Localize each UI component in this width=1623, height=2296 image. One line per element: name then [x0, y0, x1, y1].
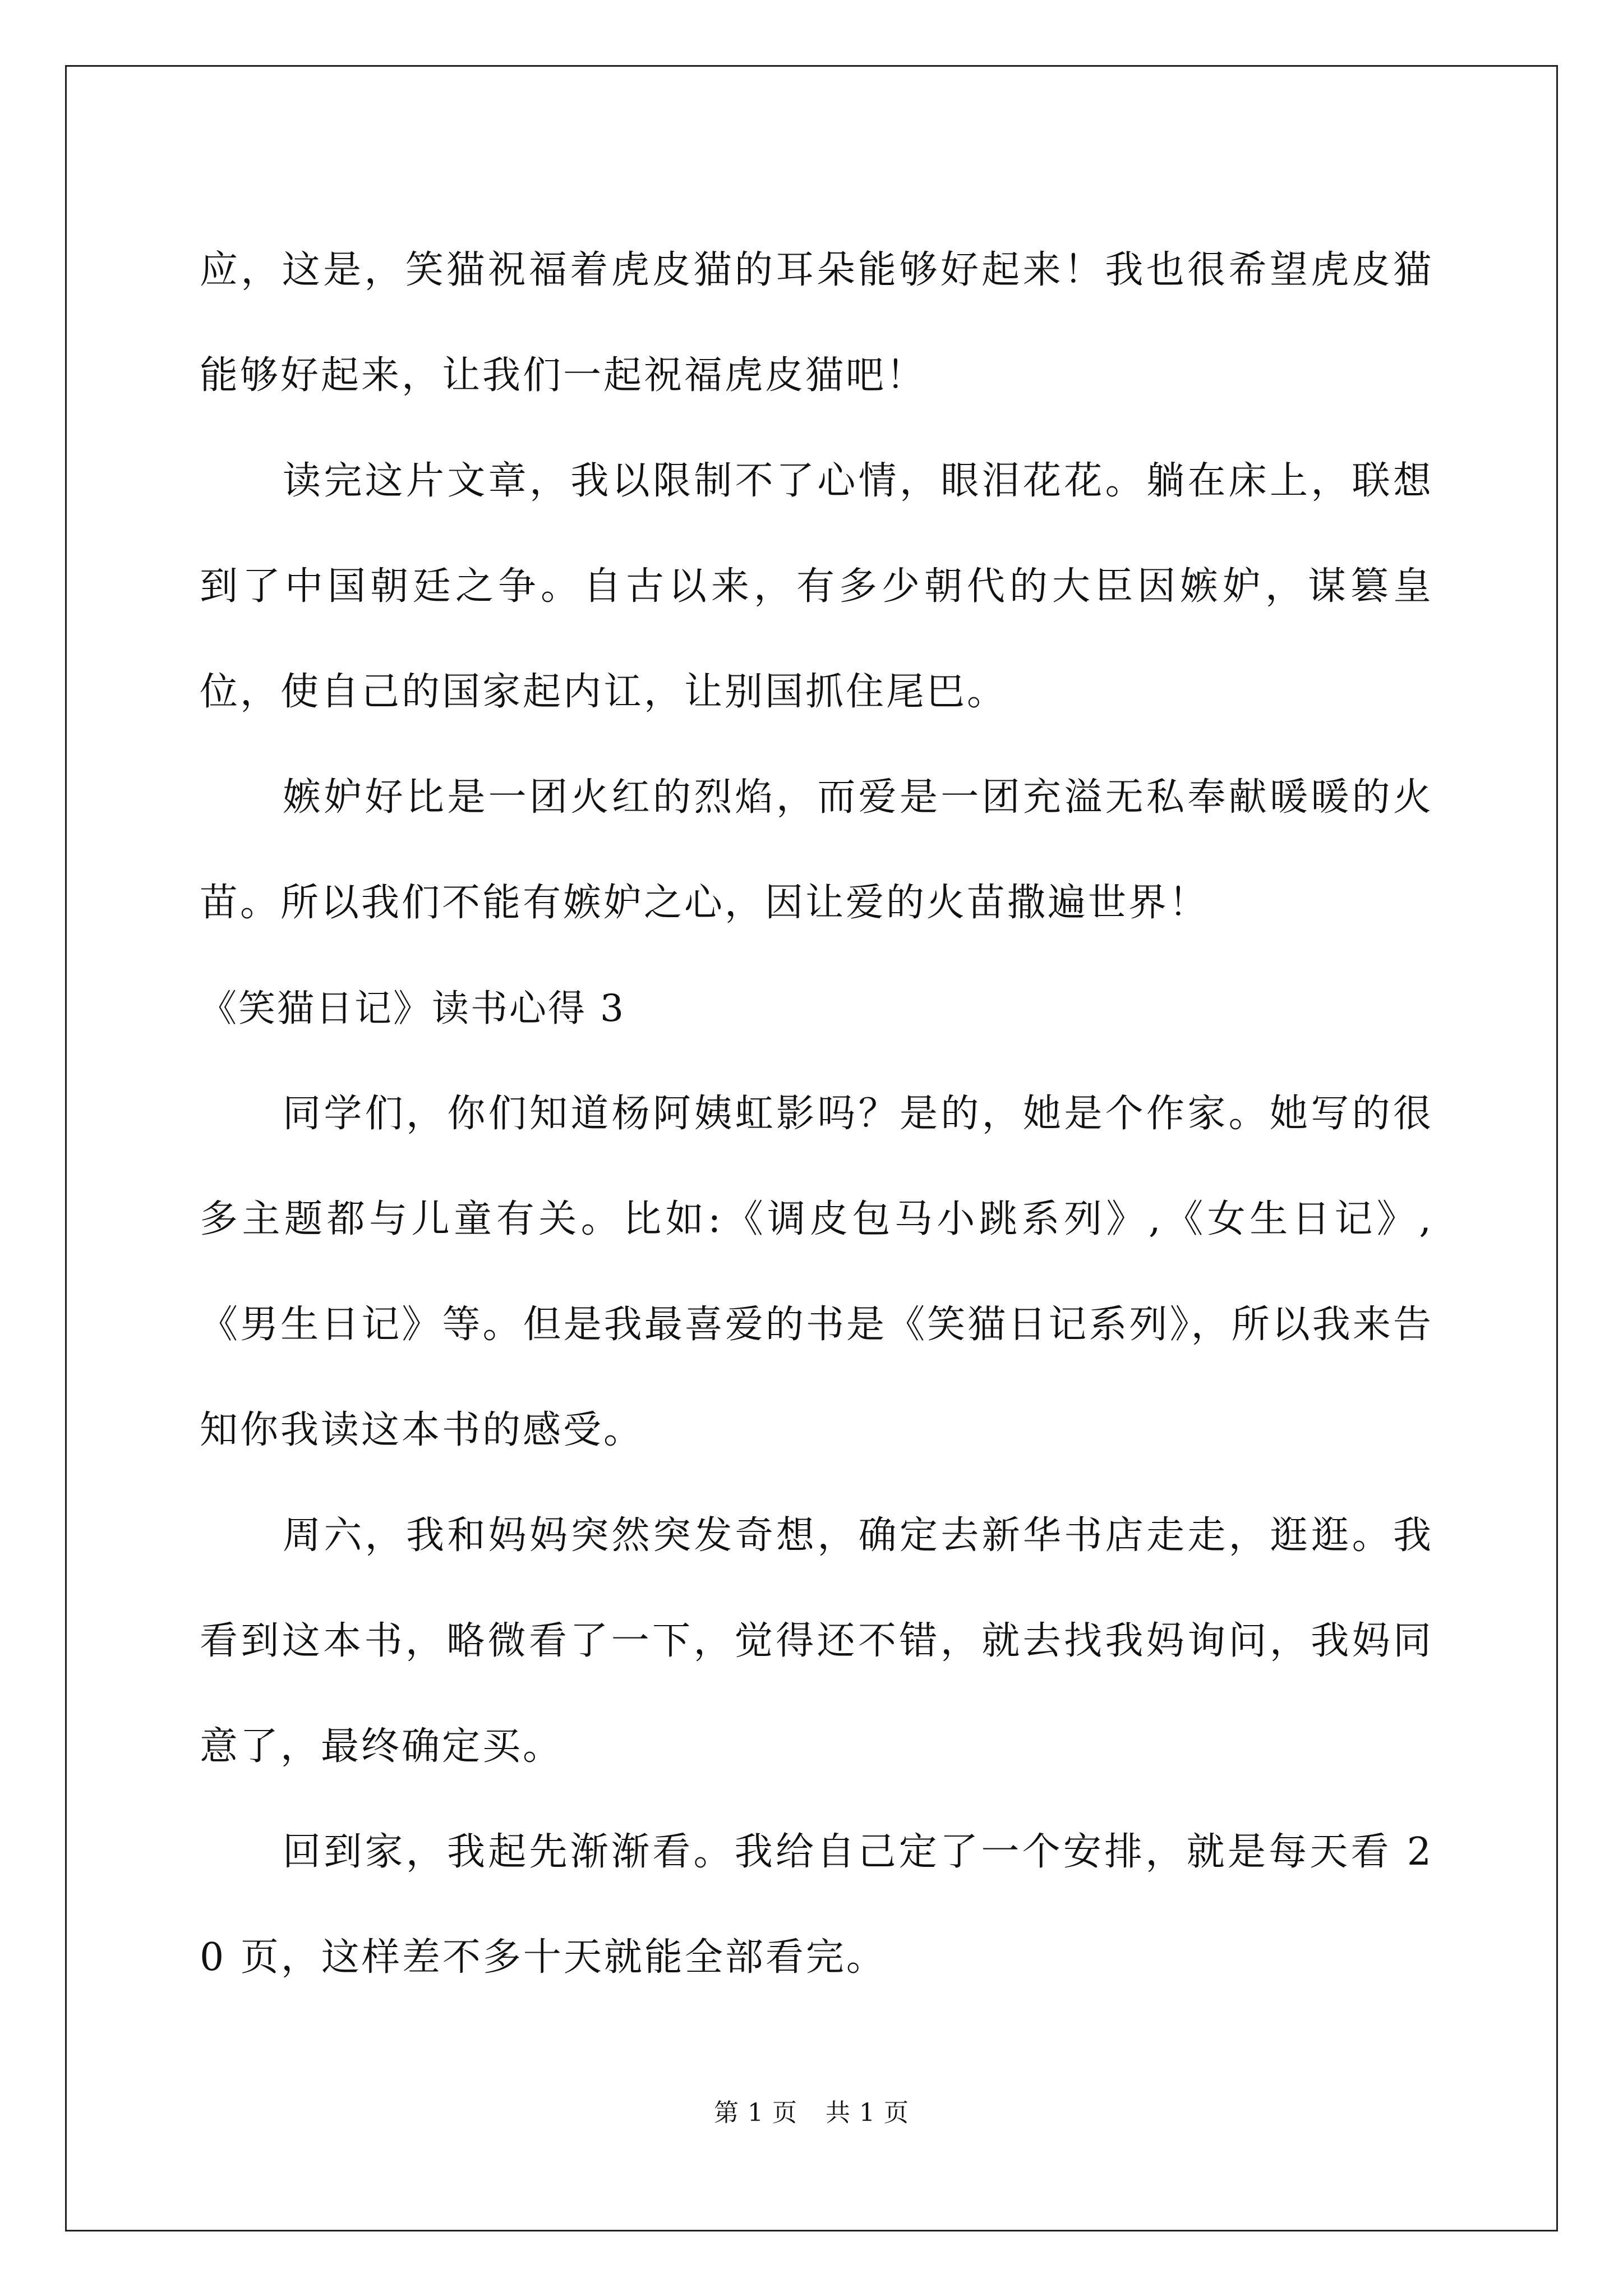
- document-body: [200, 218, 1433, 2010]
- paragraph-3: 嫉妒好比是一团火红的烈焰，而爱是一团充溢无私奉献暖暖的火苗。所以我们不能有嫉妒之心，因让爱的火苗撒遍世界！: [200, 775, 1433, 925]
- section-paragraph-3: 回到家，我起先渐渐看。我给自己定了一个安排，就是每天看 20 页，这样差不多十天就能全部看完。: [200, 1830, 1433, 1980]
- page-total: 共 1 页: [826, 2099, 909, 2127]
- page-footer: [0, 2092, 1623, 2128]
- section-paragraph-2: 周六，我和妈妈突然突发奇想，确定去新华书店走走，逛逛。我看到这本书，略微看了一下，觉得还不错，就去找我妈询问，我妈同意了，最终确定买。: [200, 1513, 1433, 1769]
- paragraph-1: 应，这是，笑猫祝福着虎皮猫的耳朵能够好起来！我也很希望虎皮猫能够好起来，让我们一起祝福虎皮猫吧！: [200, 248, 1433, 398]
- paragraph-2: 读完这片文章，我以限制不了心情，眼泪花花。躺在床上，联想到了中国朝廷之争。自古以来，有多少朝代的大臣因嫉妒，谋篡皇位，使自己的国家起内讧，让别国抓住尾巴。: [200, 459, 1433, 714]
- page-number: 第 1 页: [714, 2099, 797, 2127]
- section-title: 《笑猫日记》读书心得 3: [200, 987, 625, 1030]
- section-paragraph-1: 同学们，你们知道杨阿姨虹影吗？是的，她是个作家。她写的很多主题都与儿童有关。比如:《调皮包马小跳系列》,《女生日记》,《男生日记》等。但是我最喜爱的书是《笑猫日记系列》，所以我来告知你我读这本书的感受。: [200, 1092, 1433, 1452]
